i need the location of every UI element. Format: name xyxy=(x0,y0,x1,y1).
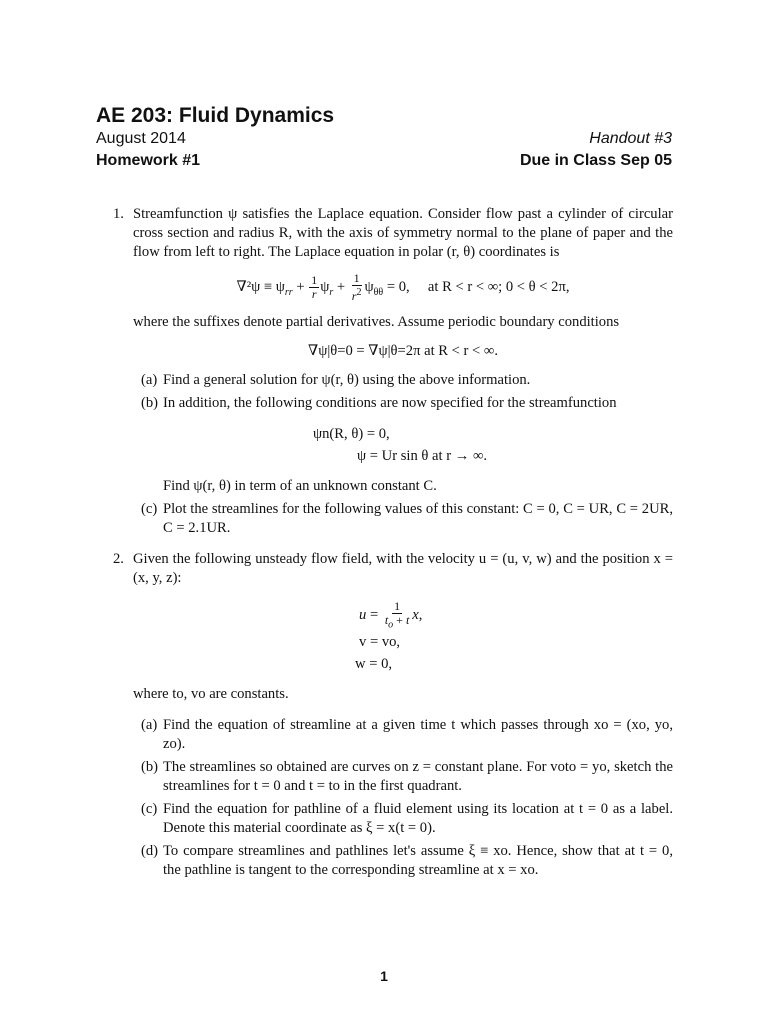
fraction-1-over-r2: $\frac{1}{r^2}$ xyxy=(351,271,362,303)
problem-1-mid-text: where the suffixes denote partial derivatives. Assume periodic boundary conditions xyxy=(133,314,620,330)
v-equation: v = vo, xyxy=(359,634,401,651)
handout-label: Handout #3 xyxy=(589,130,672,147)
problem-number: 1. xyxy=(113,206,124,222)
part-a: (a) Find the equation of streamline at a given time t which passes through xo = (xo, yo, zo). xyxy=(141,717,673,753)
due-label: Due in Class Sep 05 xyxy=(519,152,672,169)
problem-number: 2. xyxy=(113,551,124,567)
problem-2-intro: Given the following unsteady flow field, with the velocity u = (u, v, w) and the position x = (x, y, z): xyxy=(133,551,673,586)
part-b: (b) In addition, the following conditions are now specified for the streamfunction ψn(R, θ) = 0, ψ = Ur sin θ at r → ∞. Find ψ(r, θ) in term of an unknown constant C. xyxy=(133,394,673,496)
laplace-equation: $\nabla^2\psi \equiv \psi_{rr}$ + $\frac{1}{r}$ $\psi_r$ + $\frac{1}{r^2}$ $\psi_{\theta\theta} = 0$, at R < r < ∞; 0 < θ < 2π, xyxy=(236,271,570,303)
equation-condition: at R < r < ∞; 0 < θ < 2π, xyxy=(427,278,570,295)
date-label: August 2014 xyxy=(96,130,186,147)
part-d: (d) To compare streamlines and pathlines let's assume ξ ≡ xo. Hence, show that at t = 0, the pathline is tangent to the corresponding streamline at x = xo. xyxy=(141,843,673,879)
w-equation: w = 0, xyxy=(355,656,393,673)
problem-1-parts xyxy=(133,371,673,538)
part-b-followup: Find ψ(r, θ) in term of an unknown constant C. xyxy=(163,478,437,494)
boundary-conditions: ψn(R, θ) = 0, ψ = Ur sin θ at r → ∞. xyxy=(313,426,488,464)
problem-2-after: where to, vo are constants. xyxy=(133,686,289,703)
problem-1 xyxy=(113,205,673,538)
page-number: 1 xyxy=(380,968,388,984)
fraction-1-over-r: $\frac{1}{r}$ xyxy=(311,273,318,301)
part-c: (c) Find the equation for pathline of a fluid element using its location at t = 0 as a label. Denote this material coordinate as ξ = x(t = 0). xyxy=(141,801,673,837)
header-row-2 xyxy=(96,152,672,170)
part-b: (b) The streamlines so obtained are curves on z = constant plane. For voto = yo, sketch the streamlines for t = 0 and t = to in the first quadrant. xyxy=(141,759,673,795)
part-c: (c) Plot the streamlines for the following values of this constant: C = 0, C = UR, C = 2UR, C = 2.1UR. xyxy=(141,501,673,536)
document-title: AE 203: Fluid Dynamics xyxy=(96,104,335,127)
header-row-1 xyxy=(96,130,672,148)
problem-2-parts xyxy=(133,716,673,880)
problem-2 xyxy=(113,550,673,880)
part-a: (a) Find a general solution for ψ(r, θ) using the above information. xyxy=(141,372,531,388)
problem-1-intro: Streamfunction ψ satisfies the Laplace equation. Consider flow past a cylinder of circular cross section and radius R, with the axis of symmetry normal to the plane of paper and the flow from left to right. The Laplace equation in polar (r, θ) coordinates is xyxy=(133,206,673,260)
periodic-bc-equation: ∇ψ|θ=0 = ∇ψ|θ=2π at R < r < ∞. xyxy=(308,343,498,359)
velocity-field xyxy=(355,599,673,675)
homework-label: Homework #1 xyxy=(96,152,201,169)
u-equation: u = $\frac{1}{t_o + t}$ x, xyxy=(359,599,423,631)
document-body xyxy=(113,205,673,884)
